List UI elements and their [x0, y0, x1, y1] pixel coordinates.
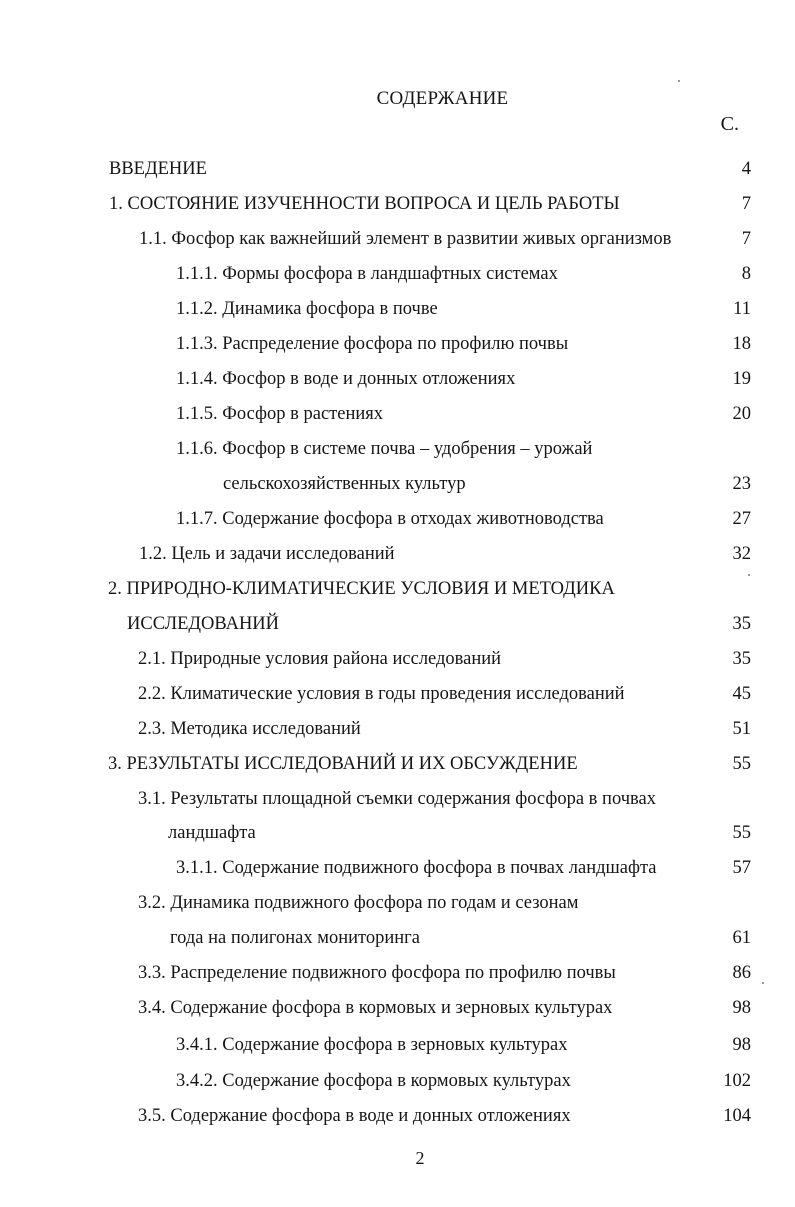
toc-entry-text: 2.2. Климатические условия в годы проведения исследований — [138, 684, 625, 704]
toc-entry-page: 98 — [732, 1035, 751, 1055]
toc-entry-page: 55 — [732, 754, 751, 774]
toc-entry-text: 1.1.5. Фосфор в растениях — [176, 404, 384, 424]
toc-entry-text: 3.4.1. Содержание фосфора в зерновых культурах — [176, 1035, 568, 1055]
toc-entry-text: года на полигонах мониторинга — [170, 928, 420, 948]
toc-entry — [0, 226, 795, 252]
toc-entry — [0, 1032, 795, 1058]
scan-speck — [678, 80, 680, 82]
toc-entry-text: 2.3. Методика исследований — [138, 719, 361, 739]
toc-entry-text: 3.1. Результаты площадной съемки содержания фосфора в почвах — [138, 789, 656, 809]
toc-entry-text: сельскохозяйственных культур — [223, 474, 466, 494]
toc-entry-text: 1.1.4. Фосфор в воде и донных отложениях — [176, 369, 516, 389]
toc-entry-text: ландшафта — [168, 823, 256, 843]
toc-entry-page: 11 — [733, 299, 751, 319]
toc-entry-page: 98 — [732, 998, 751, 1018]
toc-entry — [0, 995, 795, 1021]
toc-entry-text: 1.1.3. Распределение фосфора по профилю почвы — [176, 334, 569, 354]
toc-entry — [0, 890, 795, 916]
toc-entry-page: 104 — [723, 1106, 751, 1126]
toc-entry-text: 1.1. Фосфор как важнейший элемент в развитии живых организмов — [139, 229, 672, 249]
toc-entry-text: 3. РЕЗУЛЬТАТЫ ИССЛЕДОВАНИЙ И ИХ ОБСУЖДЕНИЕ — [108, 754, 578, 774]
page-number: 2 — [415, 1148, 425, 1168]
toc-entry — [0, 506, 795, 532]
toc-entry-text: 3.1.1. Содержание подвижного фосфора в почвах ландшафта — [176, 858, 657, 878]
page-title: СОДЕРЖАНИЕ — [376, 88, 509, 109]
toc-entry-page: 55 — [732, 823, 751, 843]
toc-entry-page: 32 — [732, 544, 751, 564]
toc-entry-page: 51 — [732, 719, 751, 739]
scan-speck — [762, 982, 764, 984]
toc-entry-page: 86 — [732, 963, 751, 983]
toc-entry-page: 61 — [732, 928, 751, 948]
toc-entry-text: 3.5. Содержание фосфора в воде и донных отложениях — [138, 1106, 571, 1126]
toc-entry-page: 27 — [732, 509, 751, 529]
toc-entry — [0, 681, 795, 707]
toc-entry-text: 3.4. Содержание фосфора в кормовых и зерновых культурах — [138, 998, 613, 1018]
page-column-label: С. — [720, 113, 739, 135]
toc-entry-text: 3.3. Распределение подвижного фосфора по профилю почвы — [138, 963, 616, 983]
toc-entry-text: 1. СОСТОЯНИЕ ИЗУЧЕННОСТИ ВОПРОСА И ЦЕЛЬ РАБОТЫ — [109, 194, 620, 214]
toc-entry — [0, 751, 795, 777]
scan-speck — [748, 574, 750, 576]
toc-entry-text: ИССЛЕДОВАНИЙ — [127, 614, 280, 634]
toc-entry-text: 3.4.2. Содержание фосфора в кормовых культурах — [176, 1071, 571, 1091]
toc-entry-text: ВВЕДЕНИЕ — [109, 159, 207, 179]
toc-entry — [0, 471, 795, 497]
toc-entry — [0, 611, 795, 637]
toc-entry — [0, 436, 795, 462]
toc-entry-text: 2.1. Природные условия района исследований — [138, 649, 502, 669]
toc-entry — [0, 366, 795, 392]
toc-entry-page: 7 — [741, 194, 751, 214]
toc-entry-page: 8 — [741, 264, 751, 284]
toc-entry — [0, 855, 795, 881]
toc-entry-page: 23 — [732, 474, 751, 494]
toc-entry-page: 57 — [732, 858, 751, 878]
toc-entry — [0, 786, 795, 812]
toc-entry-page: 20 — [732, 404, 751, 424]
toc-entry — [0, 960, 795, 986]
toc-entry — [0, 156, 795, 182]
toc-entry-page: 18 — [732, 334, 751, 354]
toc-entry-text: 1.1.7. Содержание фосфора в отходах животноводства — [176, 509, 604, 529]
toc-entry — [0, 820, 795, 846]
toc-entry-text: 1.1.1. Формы фосфора в ландшафтных системах — [176, 264, 558, 284]
toc-entry — [0, 401, 795, 427]
toc-entry — [0, 261, 795, 287]
toc-entry-page: 19 — [732, 369, 751, 389]
toc-entry-page: 35 — [732, 614, 751, 634]
toc-entry — [0, 331, 795, 357]
toc-entry-text: 3.2. Динамика подвижного фосфора по годам и сезонам — [138, 893, 579, 913]
toc-entry-page: 7 — [741, 229, 751, 249]
toc-entry-page: 35 — [732, 649, 751, 669]
toc-entry-page: 45 — [732, 684, 751, 704]
toc-entry — [0, 191, 795, 217]
toc-entry-text: 1.2. Цель и задачи исследований — [139, 544, 395, 564]
toc-entry-text: 1.1.2. Динамика фосфора в почве — [176, 299, 438, 319]
toc-entry-text: 2. ПРИРОДНО-КЛИМАТИЧЕСКИЕ УСЛОВИЯ И МЕТОДИКА — [108, 579, 615, 599]
toc-entry-page: 4 — [741, 159, 751, 179]
toc-entry-page: 102 — [723, 1071, 751, 1091]
toc-entry — [0, 646, 795, 672]
toc-entry — [0, 296, 795, 322]
toc-entry — [0, 576, 795, 602]
toc-entry-text: 1.1.6. Фосфор в системе почва – удобрения – урожай — [176, 439, 593, 459]
toc-entry — [0, 541, 795, 567]
toc-entry — [0, 716, 795, 742]
toc-entry — [0, 1068, 795, 1094]
toc-entry — [0, 925, 795, 951]
toc-entry — [0, 1103, 795, 1129]
